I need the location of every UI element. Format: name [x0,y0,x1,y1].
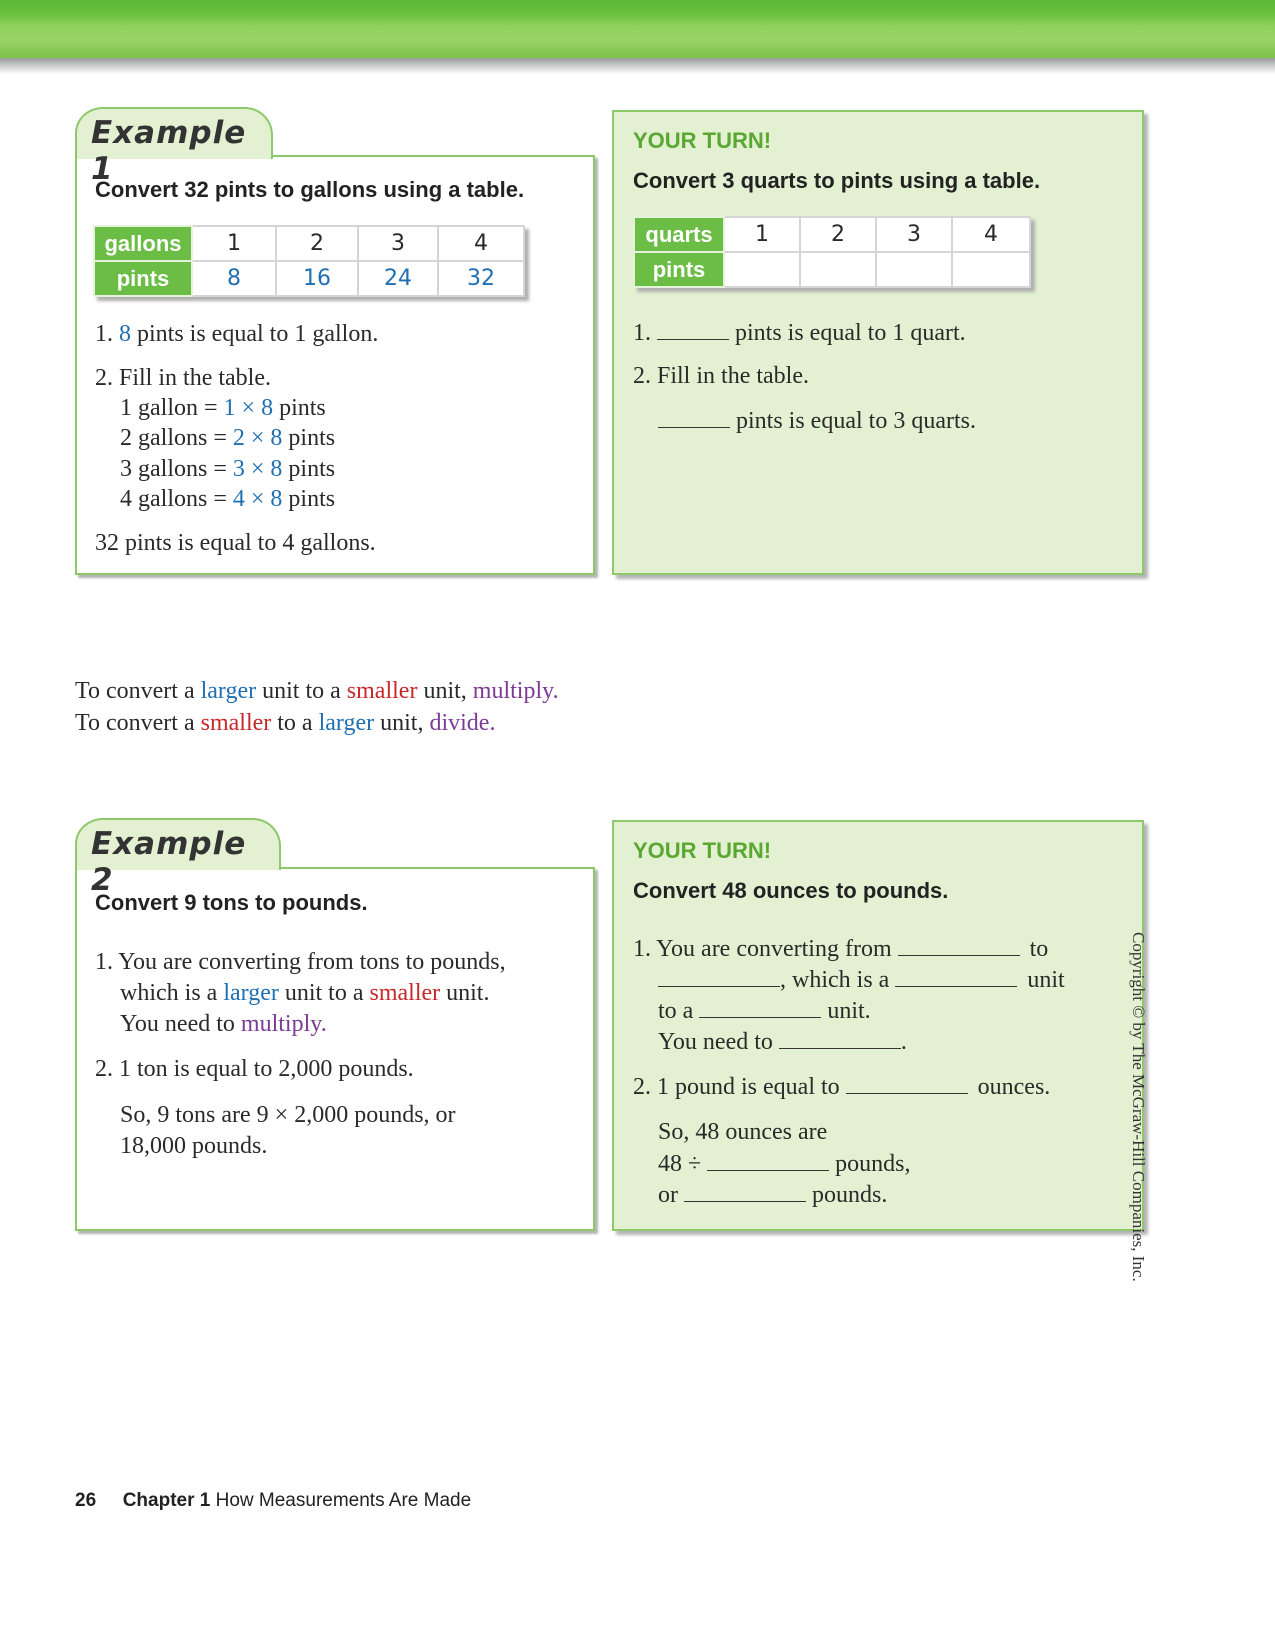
step-text: , which is a [780,967,890,993]
line-expr: 4 × 8 [232,486,283,512]
example2-box [75,867,595,1231]
table-cell: 2 [276,226,358,261]
example1-conclusion: 32 pints is equal to 4 gallons. [95,530,376,556]
step-text: 1. You are converting from [633,936,892,962]
yourturn1-step1 [633,317,966,349]
table-input-cell[interactable] [952,252,1030,287]
step-text: to a [658,998,694,1024]
example2-title: Example 2 [91,826,247,898]
table-cell: 24 [358,261,438,296]
step-text: pints is equal to 1 gallon. [137,321,379,347]
answer-blank[interactable] [658,405,730,428]
example2-step1-line2 [120,978,489,1009]
yourturn2-step2 [633,1071,1050,1103]
step-text: pounds, [835,1151,911,1177]
yourturn1-heading: YOUR TURN! [633,128,772,153]
answer-blank[interactable] [895,964,1017,987]
table-cell: 8 [192,261,276,296]
example1-step2: 2. Fill in the table. [95,365,271,391]
rule-text: To convert a [75,710,201,736]
step-text: ounces. [977,1074,1051,1100]
step-keyword: larger [223,980,279,1006]
step-keyword: multiply [240,1011,321,1037]
step-text: 48 ÷ [658,1151,702,1177]
yourturn1-table [633,216,1031,288]
answer-blank[interactable] [684,1179,806,1202]
table-cell: 2 [800,217,876,252]
yourturn1-prompt: Convert 3 quarts to pints using a table. [633,168,1041,193]
rule-text: . [552,678,559,704]
example2-so-line2: 18,000 pounds. [120,1133,268,1159]
rule-keyword: larger [318,710,375,736]
example1-line [120,454,335,485]
chapter-title: How Measurements Are Made [215,1490,472,1511]
table-input-cell[interactable] [724,252,800,287]
table-row [634,217,1030,252]
example2-step1-line1: 1. You are converting from tons to pounds, [95,949,506,975]
line-left: 2 gallons = [120,425,227,451]
table-cell: 32 [438,261,524,296]
table-cell: 1 [724,217,800,252]
rule-line-1 [75,676,559,707]
yourturn2-step1-line3 [658,995,871,1027]
yourturn2-prompt: Convert 48 ounces to pounds. [633,878,949,903]
table-row-label: quarts [634,217,724,252]
rule-text: to a [271,710,319,736]
table-row-label: pints [94,261,192,296]
table-input-cell[interactable] [876,252,952,287]
step-text: You need to [120,1011,241,1037]
rule-line-2 [75,708,495,739]
yourturn2-step1-line1 [633,933,1048,965]
line-unit: pints [288,425,336,451]
page-number: 26 [75,1490,97,1511]
line-unit: pints [288,486,336,512]
step-text: which is a [120,980,224,1006]
answer-blank[interactable] [846,1071,968,1094]
example1-line [120,393,326,424]
example1-step1 [95,319,378,350]
step-keyword: smaller [369,980,441,1006]
answer-blank[interactable] [779,1026,901,1049]
table-row [634,252,1030,287]
step-text: unit. [440,980,490,1006]
rule-keyword: smaller [200,710,272,736]
step-text: . [900,1029,907,1055]
example1-line [120,484,335,515]
yourturn2-heading: YOUR TURN! [633,838,772,863]
line-left: 4 gallons = [120,486,227,512]
example2-tab [75,818,281,898]
page-footer [75,1490,471,1512]
yourturn2-so-line2 [658,1148,911,1180]
step-text: or [658,1182,678,1208]
line-expr: 2 × 8 [232,425,283,451]
table-cell: 16 [276,261,358,296]
answer-blank[interactable] [699,995,821,1018]
step-text: 2. 1 pound is equal to [633,1074,840,1100]
table-cell: 1 [192,226,276,261]
step-text: to [1029,936,1049,962]
table-input-cell[interactable] [800,252,876,287]
example2-step1-line3 [120,1009,327,1040]
answer-blank[interactable] [898,933,1020,956]
example1-tab [75,107,273,187]
table-row-label: pints [634,252,724,287]
top-color-band [0,0,1275,58]
answer-blank[interactable] [657,317,729,340]
line-expr: 3 × 8 [232,456,283,482]
yourturn2-so-line3 [658,1179,887,1211]
table-cell: 3 [876,217,952,252]
rule-keyword: smaller [346,678,418,704]
example1-table [93,225,525,297]
step-text: pounds. [812,1182,888,1208]
yourturn2-step1-line2 [658,964,1065,996]
rule-text: . [489,710,496,736]
table-cell: 4 [438,226,524,261]
example1-prompt: Convert 32 pints to gallons using a table. [95,177,525,202]
yourturn1-step2: 2. Fill in the table. [633,363,809,389]
example2-step2: 2. 1 ton is equal to 2,000 pounds. [95,1056,414,1082]
step-number: 1. [95,321,113,347]
answer-value: 8 [119,321,131,347]
yourturn2-step1-line4 [658,1026,907,1058]
example2-so-line1: So, 9 tons are 9 × 2,000 pounds, or [120,1102,456,1128]
top-band-shadow [0,58,1275,74]
rule-text: unit to a [256,678,347,704]
table-cell: 3 [358,226,438,261]
step-text: . [320,1011,327,1037]
yourturn1-step3 [658,405,976,437]
table-cell: 4 [952,217,1030,252]
line-unit: pints [288,456,336,482]
rule-text: unit, [417,678,473,704]
rule-keyword: larger [200,678,257,704]
line-unit: pints [279,395,326,421]
table-row [94,261,524,296]
step-number: 1. [633,320,651,346]
step-text: pints is equal to 3 quarts. [736,408,976,434]
line-left: 3 gallons = [120,456,227,482]
yourturn2-so-line1: So, 48 ounces are [658,1119,828,1145]
rule-keyword: multiply [472,678,553,704]
step-text: unit to a [278,980,370,1006]
answer-blank[interactable] [707,1148,829,1171]
rule-text: unit, [374,710,430,736]
step-text: You need to [658,1029,773,1055]
table-row-label: gallons [94,226,192,261]
example1-line [120,423,335,454]
line-left: 1 gallon = [120,395,218,421]
step-text: unit. [827,998,871,1024]
copyright-notice: Copyright © by The McGraw-Hill Companies, Inc. [1129,932,1148,1282]
example2-prompt: Convert 9 tons to pounds. [95,890,368,915]
table-row [94,226,524,261]
example1-title: Example 1 [91,115,247,187]
line-expr: 1 × 8 [223,395,274,421]
rule-keyword: divide [429,710,490,736]
step-text: unit [1027,967,1065,993]
chapter-label: Chapter 1 [122,1490,211,1511]
step-text: pints is equal to 1 quart. [735,320,966,346]
answer-blank[interactable] [658,964,780,987]
rule-text: To convert a [75,678,201,704]
